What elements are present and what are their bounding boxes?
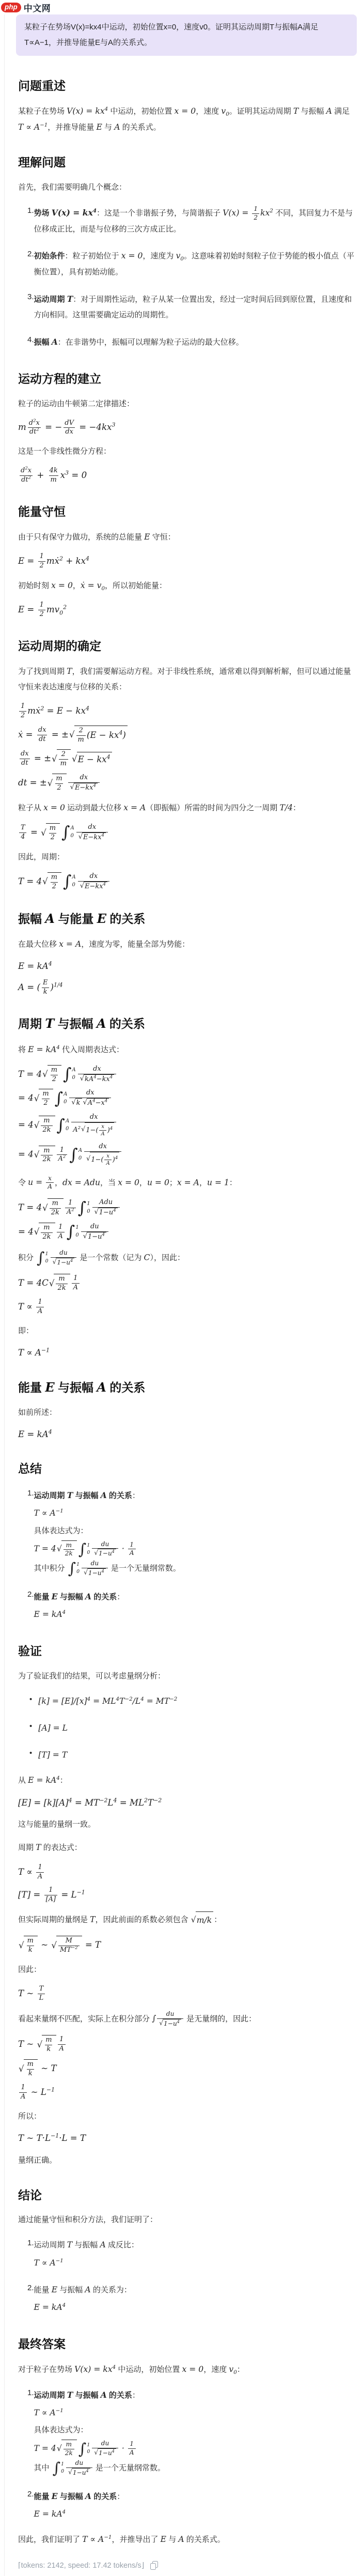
math-line: = 4 √ $\frac{m}{2k}$ ∫ A 0 dx $A^2$ √ 1−( $\frac{x}{A}$ )$^4$ [18,1113,356,1137]
math-block [18,702,356,793]
math-line: T ∼ √ $\frac{m}{k}$ $\frac{1}{A}$ [18,2035,356,2054]
list-item: • $[k] = [E]/[x]^4 = ML^4T^{-2}/L^4 = MT^{-2}$ [18,1692,356,1711]
section-heading: 运动周期的确定 [18,639,101,653]
list-item: 1. 运动周期 T 与振幅 A 的关系： $T \propto A^{-1}$ 具体表达式为： T = 4 √ $\frac{m}{2k}$ ∫ 1 0 du √ $1-u^4$ · $\frac{1}{A}$ 其中 ∫ 1 0 du √ $1-u^4$ 是一个无量纲常数。 [18,2385,356,2478]
section-heading: 结论 [18,2188,42,2202]
section-heading: 能量守恒 [18,505,66,519]
list-number: 2. [27,250,34,259]
math-line: $\frac{d^2x}{dt^2}$ + $\frac{4k}{m}$ $x^3 = 0$ [21,466,87,484]
paragraph: 如前所述： [18,1408,57,1417]
list-item: 1. 运动周期 T 与振幅 A 的关系： $T \propto A^{-1}$ 具体表达式为： T = 4 √ $\frac{m}{2k}$ ∫ 1 0 du √ $1-u^4$ · $\frac{1}{A}$ 其中积分 ∫ 1 0 du √ $1-u^4$ 是一个无量纲常数。 [18,1486,356,1579]
user-question: 某粒子在势场V(x)=kx4中运动，初始位置x=0，速度v0。证明其运动周期T与振幅A满足T∝A−1，并推导能量E与A的关系式。 [16,14,357,56]
math-block [18,1065,356,1167]
math-line: E = $\frac{1}{2}$ $mv_0^2$ [18,601,67,618]
list-number: 1. [27,206,34,215]
math-block [18,467,356,485]
paragraph: 由于只有保守力做功，系统的总能量 E 守恒： [18,532,176,542]
section-heading: 能量 E 与振幅 A 的关系 [18,1380,146,1395]
list-item: • [A] = L [18,1719,356,1738]
math-line: T ∝ $\frac{1}{A}$ [18,1298,356,1316]
math-line: √ $\frac{m}{k}$ ∼ √ $\frac{M}{MT^{-2}}$ = T [19,1937,101,1954]
paragraph: 令 u = $\frac{x}{A}$ ，dx = Adu，当 x = 0，u = 0；x = A，u = 1： [18,1174,237,1191]
math-block [18,1198,356,1242]
site-name: 中文网 [23,4,51,13]
list-item: • [T] = T [18,1746,356,1765]
paragraph: 积分 ∫ 1 0 du √ $1-u^4$ 是一个常数（记为 C），因此： [18,1248,185,1267]
list-item: 1. 势场 $V(x) = kx^4$：这是一个非谐振子势，与简谐振子 V(x) = $\frac{1}{2}$ $kx^2$ 不同，其回复力不是与位移成正比，而是与位移的三次方成正比。 [18,203,356,239]
math-line: T ∼ $T\cdot L^{-1}\cdot L = T$ [18,2132,86,2143]
math-line: = 4 √ $\frac{m}{2k}$ $\frac{1}{A^2}$ ∫ A 0 dx √ 1−( $\frac{x}{A}$ )$^4$ [18,1143,356,1167]
math-line: E = $\frac{1}{2}$ mẋ$^2$ + $kx^4$ [18,552,89,569]
chat-thread [4,14,363,2576]
math-line: ẋ = $\frac{dx}{dt}$ = ± √ $\frac{2}{m}$ $(E - kx^4)$ [18,726,356,745]
paragraph: 为了验证我们的结果，可以考虑量纲分析： [18,1671,166,1680]
paragraph: 为了找到周期 T，我们需要解运动方程。对于非线性系统，通常难以得到解析解，但可以通过能量守恒来表达速度与位移的关系： [18,666,351,691]
bullet-icon: • [29,1749,33,1758]
paragraph: 将 $E = kA^4$ 代入周期表达式： [18,1044,124,1054]
math-line: [T] = $\frac{1}{[A]}$ = $L^{-1}$ [18,1886,85,1904]
paragraph: 所以： [18,2111,42,2121]
paragraph: 因此，我们证明了 $T \propto A^{-1}$，并推导出了 E 与 A 的关系式。 [18,2534,225,2544]
section-heading: 总结 [18,1461,42,1475]
paragraph: 初始时刻 x = 0，ẋ = $v_0$，所以初始能量： [18,580,167,592]
math-block [18,1985,356,2003]
section-heading: 理解问题 [18,156,66,169]
php-logo-badge: php [1,3,21,12]
math-line: A = ( $\frac{E}{k}$ )$^{1/4}$ [18,978,63,996]
math-line: $\frac{T}{4}$ = √ $\frac{m}{2}$ ∫ A 0 dx √ $E-kx^4$ [18,823,356,842]
paragraph: 这是一个非线性微分方程： [18,447,112,456]
ordered-list [18,203,356,352]
bullet-icon: • [29,1722,33,1731]
list-item: 3. 运动周期 T：对于周期性运动，粒子从某一位置出发，经过一定时间后回到原位置，且速度和方向相同。这里需要确定运动的周期性。 [18,289,356,325]
paragraph: 某粒子在势场 $V(x) = kx^4$ 中运动，初始位置 x = 0，速度 $v_0$。证明其运动周期 T 与振幅 A 满足 $T \propto A^{-1}$，并推导能量 E 与 A 的关系式。 [18,105,350,132]
list-number: 4. [27,335,34,344]
section-heading: 运动方程的建立 [18,372,101,385]
math-block [18,1274,356,1316]
paragraph: 通过能量守恒和积分方法，我们证明了： [18,2215,158,2225]
assistant-answer [5,56,363,2576]
section-heading: 验证 [18,1644,42,1658]
paragraph: 但实际周期的量纲是 T，因此前面的系数必须包含 √ m/k ： [18,1911,356,1929]
paragraph: 对于粒子在势场 $V(x) = kx^4$ 中运动，初始位置 x = 0，速度 $v_0$： [18,2364,245,2376]
paragraph: 在最大位移 x = A，速度为零，能量全部为势能： [18,939,190,949]
answer-body [18,79,356,2548]
paragraph: 即： [18,1326,34,1335]
list-number: 2. [27,2283,34,2292]
paragraph: 因此： [18,1965,42,1975]
paragraph: 首先，我们需要明确几个概念： [18,183,127,192]
math-line: T = 4C √ $\frac{m}{2k}$ $\frac{1}{A}$ [18,1274,356,1293]
math-line: $[E] = [k][A]^4 = MT^{-2}L^4 = ML^2T^{-2}$ [18,1797,162,1808]
paragraph: 量纲正确。 [18,2155,57,2165]
math-block [18,1428,356,1442]
list-number: 3. [27,292,34,301]
math-line: $\frac{dx}{dt}$ = ± √ $\frac{2}{m}$ √ $E - kx^4$ [18,749,356,768]
math-line: $E = kA^4$ [18,960,52,971]
section-heading: 最终答案 [18,2337,66,2351]
section-heading: 周期 T 与振幅 A 的关系 [18,1016,145,1031]
list-number: 1. [27,2239,34,2248]
paragraph: 这与能量的量纲一致。 [18,1820,96,1829]
list-item: 1. 运动周期 T 与振幅 A 成反比： $T \propto A^{-1}$ [18,2235,356,2272]
math-line: $\frac{1}{A}$ ∼ $L^{-1}$ [18,2084,356,2102]
math-line: $T \propto A^{-1}$ [18,1347,50,1358]
math-block [18,2132,356,2146]
paragraph: 从 $E = kA^4$： [18,1775,68,1785]
list-item: 2. 初始条件：粒子初始位于 x = 0，速度为 $v_0$。这意味着初始时刻粒子位于势能的极小值点（平衡位置），具有初始动能。 [18,246,356,281]
math-block [18,2035,356,2101]
math-block [18,1796,356,1810]
math-line: = 4 √ $\frac{m}{2k}$ $\frac{1}{A}$ ∫ 1 0 du √ $1-u^4$ [18,1223,356,1242]
paragraph: 粒子的运动由牛顿第二定律描述： [18,399,135,408]
math-block [18,601,356,619]
bullet-icon: • [29,1694,33,1704]
bullet-list [18,1692,356,1765]
list-item: 2. 能量 E 与振幅 A 的关系： $E = kA^4$ [18,2487,356,2524]
math-line: √ $\frac{m}{k}$ ∼ T [19,2060,57,2078]
section-heading: 问题重述 [18,79,66,92]
math-block [18,1346,356,1360]
list-number: 2. [27,1590,34,1599]
paragraph: 周期 T 的表达式： [18,1843,82,1853]
math-line: = 4 √ $\frac{m}{2}$ ∫ A 0 dx √ k √ $A^4-x^4$ [18,1089,356,1108]
section-heading: 振幅 A 与能量 E 的关系 [18,911,146,926]
math-line: $E = kA^4$ [18,1428,52,1439]
list-item: 4. 振幅 A：在非谐势中，振幅可以理解为粒子运动的最大位移。 [18,332,356,352]
math-block [18,1936,356,1955]
math-block [18,872,356,891]
list-item: 2. 能量 E 与振幅 A 的关系为： $E = kA^4$ [18,2280,356,2317]
ordered-list [18,1486,356,1624]
math-block [18,419,356,437]
math-block [18,552,356,570]
copy-icon[interactable] [150,2561,158,2570]
math-block [18,1863,356,1905]
math-block [18,960,356,997]
generation-stats [18,2561,356,2570]
math-line: T ∼ $\frac{T}{L}$ [18,1985,356,2003]
math-line: m $\frac{d^2x}{dt^2}$ = − $\frac{dV}{dx}$ = $-4kx^3$ [18,418,116,436]
site-logo[interactable] [0,0,363,14]
math-line: $\frac{1}{2}$ mẋ$^2$ = $E - kx^4$ [18,702,356,720]
list-number: 1. [27,2388,34,2398]
math-line: T = 4 √ $\frac{m}{2}$ ∫ A 0 dx √ $kA^4-kx^4$ [18,1065,356,1084]
paragraph: 看起来量纲不匹配，实际上在积分部分 ∫ du √ $1-u^4$ 是无量纲的，因此： [18,2010,257,2027]
list-number: 1. [27,1489,34,1498]
math-line: dt = ± √ $\frac{m}{2}$ dx √ $E-kx^4$ [18,774,356,793]
token-stats: ⌈tokens: 2142, speed: 17.42 tokens/s⌋ [18,2561,145,2570]
math-block [18,823,356,842]
math-line: T = 4 √ $\frac{m}{2k}$ $\frac{1}{A^2}$ ∫ 1 0 Adu √ $1-u^4$ [18,1198,356,1217]
paragraph: 因此，周期： [18,852,65,861]
list-number: 2. [27,2489,34,2498]
paragraph: 粒子从 x = 0 运动到最大位移 x = A（即振幅）所需的时间为四分之一周期 T/4： [18,803,301,812]
ordered-list [18,2385,356,2524]
math-line: T ∝ $\frac{1}{A}$ [18,1863,356,1881]
math-line: T = 4 √ $\frac{m}{2}$ ∫ A 0 dx √ $E-kx^4$ [18,872,356,891]
ordered-list [18,2235,356,2317]
list-item: 2. 能量 E 与振幅 A 的关系： $E = kA^4$ [18,1587,356,1624]
